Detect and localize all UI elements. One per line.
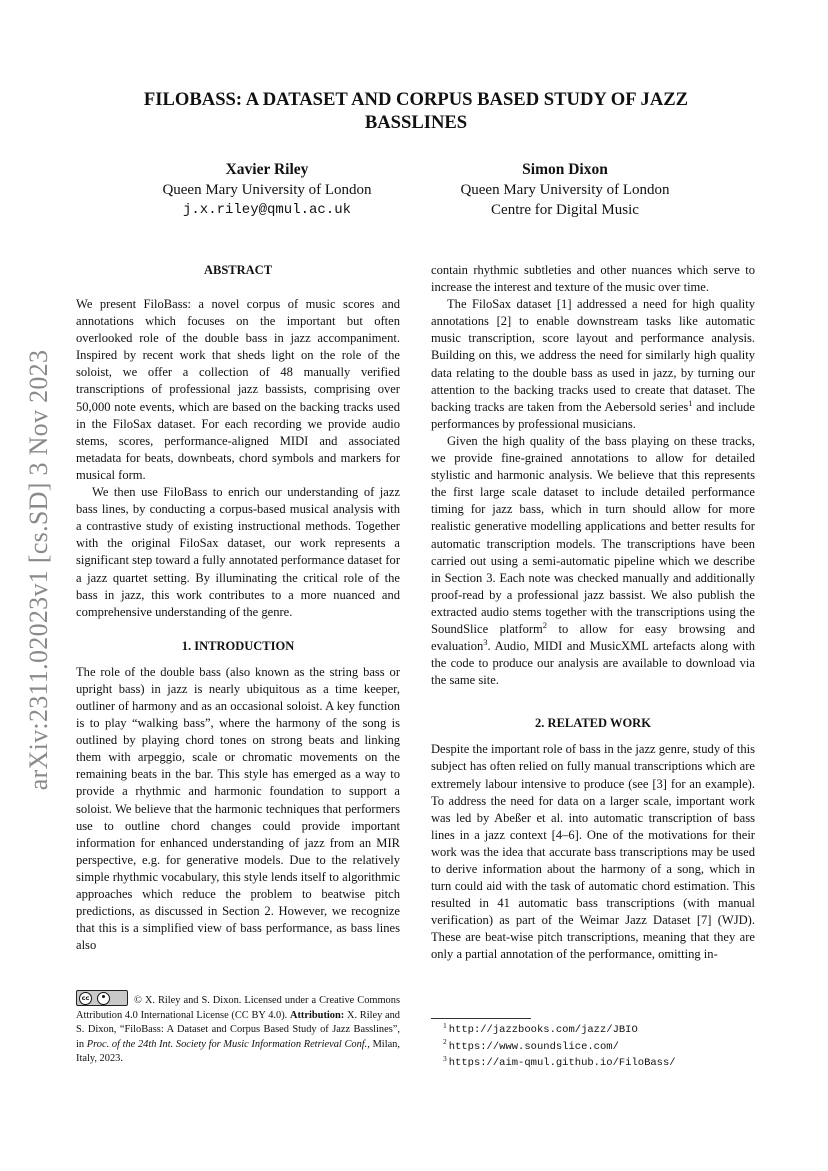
citation-text: X. Riley and S. Dixon, “FiloBass: A Dataset and Corpus Based Study of Jazz Basslines”, in: [76, 1009, 400, 1050]
cc-by-badge-icon[interactable]: [76, 990, 128, 1006]
arxiv-sidebar: [22, 200, 56, 940]
author-affiliation: Queen Mary University of London: [162, 182, 372, 198]
footnote-number: 2: [443, 1037, 447, 1046]
body-paragraph: [431, 433, 755, 689]
footnote-link[interactable]: https://www.soundslice.com/: [448, 1040, 619, 1053]
body-paragraph: [431, 296, 755, 433]
author-email[interactable]: j.x.riley@qmul.ac.uk: [182, 202, 352, 218]
text-span: and include performances by professional musicians.: [431, 399, 755, 431]
paper-title: FILOBASS: A DATASET AND CORPUS BASED STUDY OF JAZZ BASSLINES: [143, 89, 689, 133]
author-block-1: [142, 160, 392, 220]
abstract-paragraph: We then use FiloBass to enrich our understanding of jazz bass lines, by conducting a corpus-based musical analysis with a contrastive study of existing instructional methods. Together with the original FiloSax dataset, our work represents a significant step toward a fully annotated performance dataset for a jazz quartet setting. By illuminating the critical role of the bass in jazz, this work contributes to a more nuanced and comprehensive understanding of the genre.: [76, 485, 401, 619]
footnote-link[interactable]: http://jazzbooks.com/jazz/JBIO: [448, 1024, 638, 1036]
body-paragraph: The role of the double bass (also known as the string bass or upright bass) in jazz is nearly ubiquitous as a time keeper, outliner of harmony and as an occasional soloist. A key function is to play “walking bass”, where the harmony of the song is outlined by playing chord tones on strong beats and linking them with arpeggio, scale or chromatic movements on the remaining beats in the bar. This style has emerged as a way to provide a rhythmic and harmonic foundation to support a soloist. We believe that the harmonic techniques that performers use to outline chord changes could provide important information for enhanced understanding of jazz from an MIR perspective, e.g. for generative models. Due to the relatively simple rhythmic vocabulary, this style lends itself to algorithmic approaches which reduce the problem to beatwise pitch predictions, as discussed in Section 2. However, we recognize that this is a simplified view of bass performance, as bass lines also: [76, 664, 400, 953]
footnote-marker[interactable]: 2: [542, 619, 548, 630]
body-paragraph: Despite the important role of bass in the jazz genre, study of this subject has often relied on fully manual transcriptions which are extremely labour intensive to produce (see [3] for an example). To address the need for data on a larger scale, important work was led by Abeßer et al. into automatic transcription of bass lines in a jazz context [4–6]. One of the motivations for their work was the idea that accurate bass transcriptions may be used to derive information about the harmony of a song, which in turn could aid with the task of automatic chord estimation. This resulted in 41 automatic bass transcriptions (with manual verification) as part of the Weimar Jazz Dataset [7] (WJD). These are beat-wise pitch transcriptions, meaning that they are only a partial annotation of the performance, omitting in-: [431, 742, 755, 962]
section-heading-related-work: 2. RELATED WORK: [535, 716, 651, 731]
footnotes: [443, 1022, 763, 1072]
footnote-item: [443, 1055, 763, 1072]
author-department: Centre for Digital Music: [491, 202, 639, 218]
arxiv-identifier: arXiv:2311.02023v1 [cs.SD] 3 Nov 2023: [24, 349, 53, 791]
text-span: . Audio, MIDI and MusicXML artefacts along with the code to produce our analysis are available to download via the same site.: [431, 639, 755, 688]
footnote-marker[interactable]: 1: [688, 397, 693, 408]
author-affiliation: Queen Mary University of London: [460, 182, 670, 198]
author-name: Xavier Riley: [225, 161, 309, 178]
license-text: © X. Riley and S. Dixon. Licensed under a Creative Commons Attribution 4.0 International License (CC BY 4.0).: [76, 995, 400, 1021]
license-note: [76, 990, 400, 1067]
attribution-label: Attribution:: [289, 1009, 345, 1021]
footnote-number: 1: [443, 1020, 447, 1030]
abstract-paragraph: We present FiloBass: a novel corpus of music scores and annotations which focuses on the important but often overlooked role of the double bass in jazz accompaniment. Inspired by recent work that sheds light on the role of the soloist, we offer a collection of 48 manually verified transcriptions of professional jazz bassists, comprising over 50,000 note events, which are based on the backing tracks used in the FiloSax dataset. For each recording we provide audio stems, scores, performance-aligned MIDI and associated metadata for beats, downbeats, chord symbols and markers for musical form.: [76, 297, 400, 482]
author-block-2: [440, 160, 690, 220]
abstract-heading: ABSTRACT: [203, 263, 273, 277]
text-span: Given the high quality of the bass playing on these tracks, we provide fine-grained annotations to allow for detailed stylistic and harmonic analysis. We believe that this represents the first large scale dataset to include detailed performance timing for jazz bass, which in turn should allow for more realistic generative modelling applications and better results for automatic transcription models. The transcriptions have been carried out using a semi-automatic pipeline which we describe in Section 3. Each note was checked manually and additionally proof-read by a professional jazz bassist. We also publish the extracted audio stems together with the transcriptions using the SoundSlice platform: [431, 433, 755, 636]
citation-location: Milan, Italy, 2023.: [76, 1038, 400, 1064]
left-column: [76, 262, 400, 954]
cc-logo-text: cc: [79, 992, 92, 1005]
by-person-icon: [97, 992, 110, 1005]
footnote-divider: [431, 1018, 531, 1019]
text-span: to allow for easy browsing and evaluation: [431, 621, 755, 654]
citation-venue: Proc. of the 24th Int. Society for Music Information Retrieval Conf.,: [86, 1038, 370, 1050]
footnote-link[interactable]: https://aim-qmul.github.io/FiloBass/: [448, 1057, 676, 1069]
text-span: The FiloSax dataset [1] addressed a need for high quality annotations [2] to enable downstream tasks like automatic music transcription, score layout and performance analysis. Building on this, we address the need for similarly high quality data relating to the double bass as used in jazz, by turning our attention to the backing tracks used to create that dataset. The backing tracks are taken from the Aebersold series: [431, 297, 755, 414]
body-paragraph: contain rhythmic subtleties and other nuances which serve to increase the interest and texture of the music over time.: [431, 263, 755, 295]
author-name: Simon Dixon: [522, 161, 608, 178]
right-column: [431, 262, 755, 964]
footnote-item: [443, 1022, 763, 1039]
footnote-number: 3: [443, 1053, 447, 1063]
footnote-marker[interactable]: 3: [483, 636, 488, 647]
section-heading-introduction: 1. INTRODUCTION: [181, 638, 295, 653]
footnote-item: [443, 1039, 763, 1056]
